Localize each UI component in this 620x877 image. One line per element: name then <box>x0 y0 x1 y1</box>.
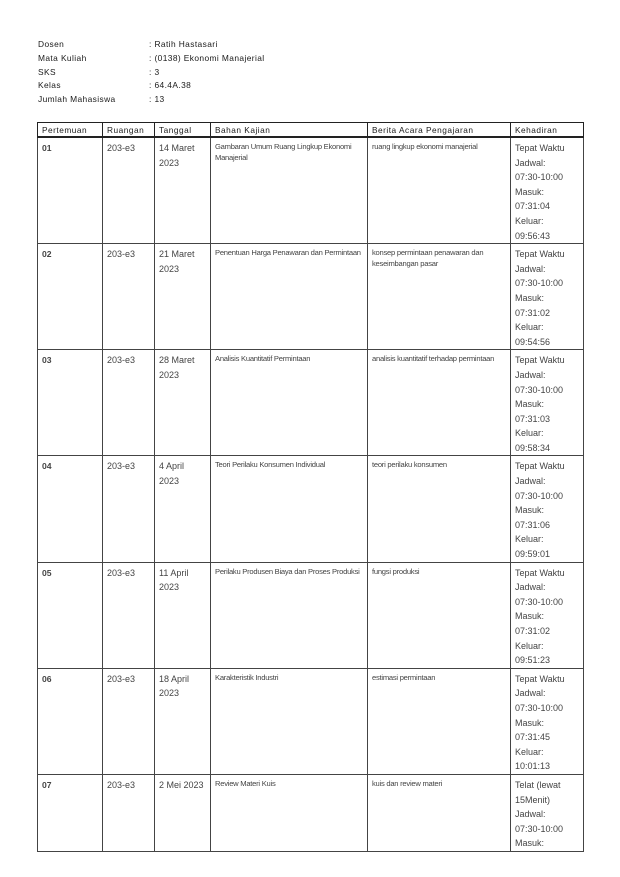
cell-bahan-kajian: Gambaran Umum Ruang Lingkup Ekonomi Manajerial <box>211 137 368 244</box>
cell-berita-acara: fungsi produksi <box>368 562 511 668</box>
cell-tanggal: 4 April 2023 <box>155 456 211 562</box>
cell-berita-acara: teori perilaku konsumen <box>368 456 511 562</box>
kehadiran-line: Tepat Waktu <box>515 355 565 366</box>
info-row <box>38 52 265 66</box>
info-row <box>38 38 265 52</box>
cell-kehadiran <box>511 668 584 774</box>
kehadiran-line: 07:30-10:00 <box>515 823 564 834</box>
table-row <box>38 456 584 562</box>
kehadiran-line: Keluar: <box>515 215 544 226</box>
kehadiran-line: 07:30-10:00 <box>515 384 564 395</box>
table-row <box>38 668 584 774</box>
table-row <box>38 350 584 456</box>
header-tanggal: Tanggal <box>155 123 211 138</box>
header-berita-acara: Berita Acara Pengajaran <box>368 123 511 138</box>
kehadiran-line: 07:31:03 <box>515 413 551 424</box>
cell-bahan-kajian: Review Materi Kuis <box>211 774 368 851</box>
info-value: : 13 <box>149 94 165 105</box>
cell-kehadiran <box>511 350 584 456</box>
cell-pertemuan: 01 <box>38 137 103 244</box>
kehadiran-line: 09:54:56 <box>515 336 551 347</box>
course-info <box>38 38 265 107</box>
kehadiran-line: 07:31:02 <box>515 307 551 318</box>
kehadiran-line: 09:56:43 <box>515 230 551 241</box>
cell-tanggal: 11 April 2023 <box>155 562 211 668</box>
kehadiran-line: Jadwal: <box>515 582 546 593</box>
info-label: Mata Kuliah <box>38 52 87 63</box>
cell-pertemuan: 04 <box>38 456 103 562</box>
info-label: Kelas <box>38 80 61 91</box>
kehadiran-line: Keluar: <box>515 640 544 651</box>
kehadiran-line: Jadwal: <box>515 476 546 487</box>
table-header-row <box>38 123 584 138</box>
cell-pertemuan: 06 <box>38 668 103 774</box>
info-row <box>38 66 265 80</box>
info-value: : Ratih Hastasari <box>149 39 218 49</box>
cell-bahan-kajian: Perilaku Produsen Biaya dan Proses Produksi <box>211 562 368 668</box>
kehadiran-line: 10:01:13 <box>515 761 551 772</box>
kehadiran-line: Jadwal: <box>515 263 546 274</box>
kehadiran-line: 09:58:34 <box>515 442 551 453</box>
kehadiran-line: Telat (lewat <box>515 779 561 790</box>
kehadiran-line: Masuk: <box>515 399 545 410</box>
cell-kehadiran <box>511 137 584 244</box>
cell-bahan-kajian: Teori Perilaku Konsumen Individual <box>211 456 368 562</box>
kehadiran-line: Keluar: <box>515 534 544 545</box>
kehadiran-line: 09:51:23 <box>515 655 551 666</box>
cell-berita-acara: ruang lingkup ekonomi manajerial <box>368 137 511 244</box>
header-bahan-kajian: Bahan Kajian <box>211 123 368 138</box>
cell-kehadiran <box>511 456 584 562</box>
kehadiran-line: Keluar: <box>515 322 544 333</box>
kehadiran-line: Keluar: <box>515 746 544 757</box>
cell-berita-acara: analisis kuantitatif terhadap permintaan <box>368 350 511 456</box>
kehadiran-line: Tepat Waktu <box>515 461 565 472</box>
cell-ruangan: 203-e3 <box>103 137 155 244</box>
kehadiran-line: Masuk: <box>515 292 545 303</box>
kehadiran-line: Masuk: <box>515 717 545 728</box>
cell-ruangan: 203-e3 <box>103 244 155 350</box>
cell-ruangan: 203-e3 <box>103 562 155 668</box>
info-row <box>38 79 265 93</box>
kehadiran-line: Jadwal: <box>515 157 546 168</box>
cell-pertemuan: 07 <box>38 774 103 851</box>
header-pertemuan: Pertemuan <box>38 123 103 138</box>
kehadiran-line: 09:59:01 <box>515 549 551 560</box>
kehadiran-line: Tepat Waktu <box>515 249 565 260</box>
table-row <box>38 562 584 668</box>
info-value: : (0138) Ekonomi Manajerial <box>149 52 265 63</box>
cell-bahan-kajian: Karakteristik Industri <box>211 668 368 774</box>
cell-tanggal: 18 April 2023 <box>155 668 211 774</box>
cell-kehadiran <box>511 774 584 851</box>
cell-pertemuan: 02 <box>38 244 103 350</box>
kehadiran-line: Jadwal: <box>515 369 546 380</box>
kehadiran-line: 07:30-10:00 <box>515 702 564 713</box>
cell-ruangan: 203-e3 <box>103 456 155 562</box>
kehadiran-line: Masuk: <box>515 186 545 197</box>
kehadiran-line: Masuk: <box>515 611 545 622</box>
cell-bahan-kajian: Penentuan Harga Penawaran dan Permintaan <box>211 244 368 350</box>
kehadiran-line: Masuk: <box>515 838 545 849</box>
info-label: SKS <box>38 66 56 77</box>
info-value: : 64.4A.38 <box>149 80 192 91</box>
cell-ruangan: 203-e3 <box>103 350 155 456</box>
table-row <box>38 244 584 350</box>
kehadiran-line: Tepat Waktu <box>515 567 565 578</box>
cell-kehadiran <box>511 244 584 350</box>
cell-bahan-kajian: Analisis Kuantitatif Permintaan <box>211 350 368 456</box>
kehadiran-line: 07:30-10:00 <box>515 596 564 607</box>
kehadiran-line: 15Menit) <box>515 794 551 805</box>
kehadiran-line: 07:31:04 <box>515 201 551 212</box>
info-row <box>38 93 265 107</box>
cell-tanggal: 21 Maret 2023 <box>155 244 211 350</box>
cell-kehadiran <box>511 562 584 668</box>
kehadiran-line: Masuk: <box>515 505 545 516</box>
table-row <box>38 137 584 244</box>
header-ruangan: Ruangan <box>103 123 155 138</box>
kehadiran-line: 07:31:06 <box>515 519 551 530</box>
cell-berita-acara: kuis dan review materi <box>368 774 511 851</box>
info-label: Dosen <box>38 39 65 49</box>
kehadiran-line: Jadwal: <box>515 809 546 820</box>
info-label: Jumlah Mahasiswa <box>38 94 116 105</box>
kehadiran-line: 07:31:02 <box>515 626 551 636</box>
cell-pertemuan: 05 <box>38 562 103 668</box>
info-value: : 3 <box>149 66 160 77</box>
attendance-table-body <box>38 137 584 851</box>
cell-pertemuan: 03 <box>38 350 103 456</box>
kehadiran-line: Tepat Waktu <box>515 673 565 684</box>
cell-tanggal: 14 Maret 2023 <box>155 137 211 244</box>
kehadiran-line: Keluar: <box>515 428 544 439</box>
kehadiran-line: 07:31:45 <box>515 732 551 743</box>
attendance-table <box>37 122 584 852</box>
cell-berita-acara: konsep permintaan penawaran dan keseimbangan pasar <box>368 244 511 350</box>
kehadiran-line: 07:30-10:00 <box>515 490 564 501</box>
kehadiran-line: 07:30-10:00 <box>515 278 564 289</box>
kehadiran-line: Jadwal: <box>515 688 546 699</box>
cell-ruangan: 203-e3 <box>103 774 155 851</box>
cell-tanggal: 28 Maret 2023 <box>155 350 211 456</box>
cell-ruangan: 203-e3 <box>103 668 155 774</box>
table-row <box>38 774 584 851</box>
kehadiran-line: Tepat Waktu <box>515 143 565 153</box>
kehadiran-line: 07:30-10:00 <box>515 172 564 183</box>
cell-berita-acara: estimasi permintaan <box>368 668 511 774</box>
header-kehadiran: Kehadiran <box>511 123 584 138</box>
cell-tanggal: 2 Mei 2023 <box>155 774 211 851</box>
